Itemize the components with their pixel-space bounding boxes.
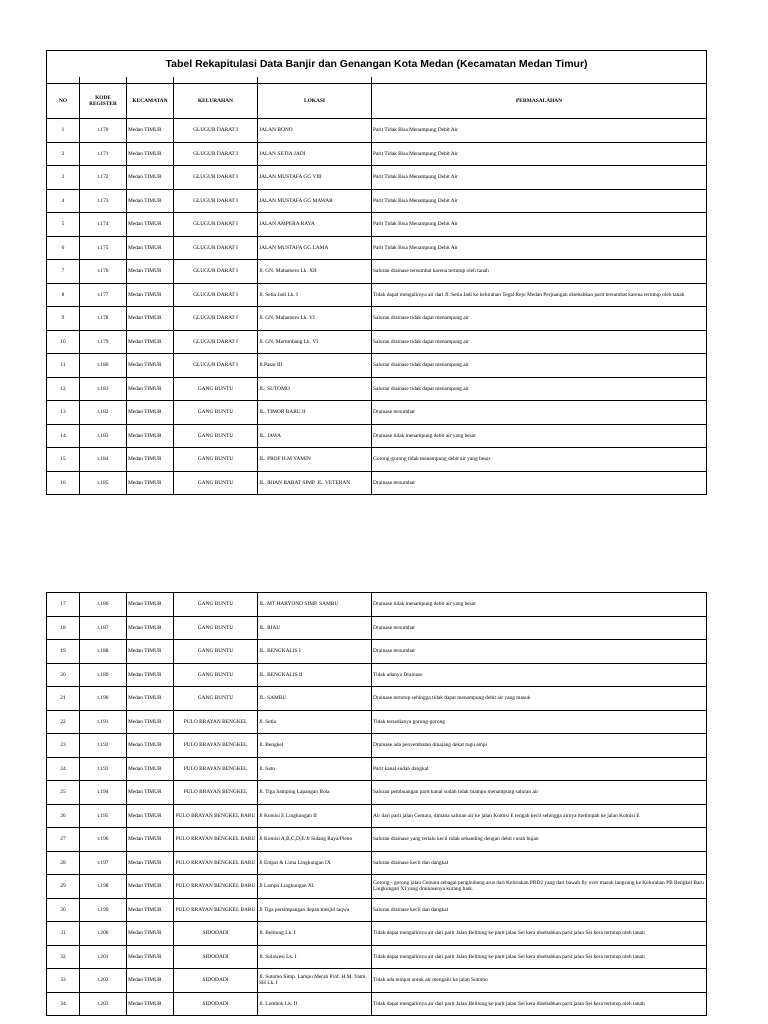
table-row	[47, 640, 707, 664]
cell-no: 31	[47, 922, 80, 946]
cell-no: 8	[47, 283, 80, 307]
cell-kode-register: t.189	[80, 663, 127, 687]
cell-lokasi: Jl Empat & Lima Lingkungan IX	[258, 851, 372, 875]
cell-lokasi: Jl. Tiga Samping Lapangan Bola	[258, 781, 372, 805]
cell-kelurahan: PULO BRAYAN BENGKEL	[174, 757, 258, 781]
cell-kelurahan: GLUGUR DARAT I	[174, 213, 258, 237]
cell-no: 26	[47, 804, 80, 828]
cell-kode-register: t.182	[80, 401, 127, 425]
cell-permasalahan: Parit Tidak Bisa Menampung Debit Air	[372, 142, 707, 166]
cell-kelurahan: PULO BRAYAN BENGKEL BARU	[174, 875, 258, 899]
cell-kode-register: t.198	[80, 875, 127, 899]
cell-kelurahan: GANG BUNTU	[174, 448, 258, 472]
cell-permasalahan: Saluran drainase tidak dapat menampung air	[372, 377, 707, 401]
cell-permasalahan: Tidak dapat mengalirnya air dari parit Jalan Belitung ke parit jalan Sei kera disebabkan parit jalan Sei kera tertutup oleh tanah	[372, 992, 707, 1016]
cell-permasalahan: Drainase tertutup sehingga tidak dapat menampung debit air yang masuk	[372, 687, 707, 711]
cell-lokasi: JL. PROF H.M YAMIN	[258, 448, 372, 472]
cell-lokasi: JALAN SETIA JADI	[258, 142, 372, 166]
cell-kelurahan: GLUGUR DARAT I	[174, 260, 258, 284]
cell-kecamatan: Medan TIMUR	[127, 330, 174, 354]
cell-kelurahan: GLUGUR DARAT I	[174, 142, 258, 166]
cell-lokasi: Jl. Setia Jadi Lk. I	[258, 283, 372, 307]
table-row	[47, 687, 707, 711]
cell-kecamatan: Medan TIMUR	[127, 307, 174, 331]
cell-lokasi: Jl. Belitung Lk. I	[258, 922, 372, 946]
table-row	[47, 401, 707, 425]
table-row	[47, 330, 707, 354]
cell-kecamatan: Medan TIMUR	[127, 922, 174, 946]
cell-kode-register: t.184	[80, 448, 127, 472]
cell-kecamatan: Medan TIMUR	[127, 260, 174, 284]
cell-permasalahan: Saluran drainase yang terlalu kecil tidak sebanding dengan debit curah hujan	[372, 828, 707, 852]
cell-kecamatan: Medan TIMUR	[127, 898, 174, 922]
cell-lokasi: Jl. Sutomo Simp. Lampu Merah Prof. H.M. Yami, SH Lk. I	[258, 969, 372, 993]
cell-kelurahan: GANG BUNTU	[174, 616, 258, 640]
cell-kecamatan: Medan TIMUR	[127, 616, 174, 640]
cell-no: 7	[47, 260, 80, 284]
cell-kode-register: t.175	[80, 236, 127, 260]
cell-no: 24	[47, 757, 80, 781]
cell-kode-register: t.191	[80, 710, 127, 734]
cell-lokasi: JL. RIAU	[258, 616, 372, 640]
cell-kecamatan: Medan TIMUR	[127, 687, 174, 711]
cell-lokasi: JL. SUTOMO	[258, 377, 372, 401]
cell-lokasi: Jl. GN. Mahameru Lk. XII	[258, 260, 372, 284]
table-page-1	[46, 50, 706, 495]
cell-kelurahan: GLUGUR DARAT I	[174, 236, 258, 260]
cell-permasalahan: Drainase tersumbat	[372, 401, 707, 425]
cell-permasalahan: Tidak tersedianya gorong-gorong	[372, 710, 707, 734]
cell-kode-register: t.186	[80, 593, 127, 617]
cell-no: 29	[47, 875, 80, 899]
cell-permasalahan: Saluran drainase tidak dapat menampung air	[372, 354, 707, 378]
cell-kode-register: t.197	[80, 851, 127, 875]
cell-lokasi: JL. TIMOR BARU II	[258, 401, 372, 425]
cell-lokasi: Jl Tiga persimpangan depan mesjid taqwa	[258, 898, 372, 922]
cell-kode-register: t.194	[80, 781, 127, 805]
table-row	[47, 283, 707, 307]
cell-permasalahan: Saluran drainase tidak dapat menampung air	[372, 330, 707, 354]
table-body-2	[47, 593, 707, 1016]
cell-no: 14	[47, 424, 80, 448]
cell-permasalahan: Saluran drainase tersumbat karena tertutup oleh tanah	[372, 260, 707, 284]
cell-permasalahan: Parit Tidak Bisa Menampung Debit Air	[372, 213, 707, 237]
cell-kode-register: t.192	[80, 734, 127, 758]
cell-no: 13	[47, 401, 80, 425]
cell-kode-register: t.199	[80, 898, 127, 922]
table-row	[47, 448, 707, 472]
cell-lokasi: Jl Komisi E Lingkungan II	[258, 804, 372, 828]
table-row	[47, 969, 707, 993]
cell-kode-register: t.200	[80, 922, 127, 946]
table-row	[47, 189, 707, 213]
cell-kelurahan: PULO BRAYAN BENGKEL BARU	[174, 898, 258, 922]
cell-no: 32	[47, 945, 80, 969]
cell-kode-register: t.201	[80, 945, 127, 969]
cell-lokasi: JALAN MUSTAFA GG MAWAR	[258, 189, 372, 213]
cell-no: 20	[47, 663, 80, 687]
cell-kecamatan: Medan TIMUR	[127, 992, 174, 1016]
table-row	[47, 757, 707, 781]
cell-kode-register: t.203	[80, 992, 127, 1016]
cell-lokasi: JL. BENGKALIS I	[258, 640, 372, 664]
cell-kode-register: t.202	[80, 969, 127, 993]
cell-kecamatan: Medan TIMUR	[127, 640, 174, 664]
cell-permasalahan: Tidak dapat mengalirnya air dari parit Jalan Belitung ke parit jalan Sei kera disebabkan parit jalan Sei kera tertutup oleh tanah	[372, 922, 707, 946]
cell-kelurahan: GLUGUR DARAT I	[174, 354, 258, 378]
table-row	[47, 142, 707, 166]
cell-no: 1	[47, 119, 80, 143]
cell-kelurahan: GLUGUR DARAT I	[174, 166, 258, 190]
cell-kode-register: t.181	[80, 377, 127, 401]
cell-lokasi: JALAN BONO	[258, 119, 372, 143]
cell-kecamatan: Medan TIMUR	[127, 142, 174, 166]
table-row	[47, 354, 707, 378]
table-row	[47, 734, 707, 758]
cell-no: 30	[47, 898, 80, 922]
header-kecamatan: KECAMATAN	[127, 84, 174, 119]
cell-kelurahan: GANG BUNTU	[174, 640, 258, 664]
cell-permasalahan: Drainase tersumbat	[372, 471, 707, 495]
table-row	[47, 898, 707, 922]
cell-kode-register: t.174	[80, 213, 127, 237]
cell-permasalahan: Saluran drainase kecil dan dangkal	[372, 851, 707, 875]
header-kode-register: KODE REGISTER	[80, 84, 127, 119]
cell-kode-register: t.170	[80, 119, 127, 143]
table-row	[47, 236, 707, 260]
cell-kecamatan: Medan TIMUR	[127, 189, 174, 213]
cell-lokasi: Jl. Satu	[258, 757, 372, 781]
cell-kecamatan: Medan TIMUR	[127, 828, 174, 852]
cell-permasalahan: Gorong-gorong tidak menampung debit air yang besar	[372, 448, 707, 472]
cell-kode-register: t.185	[80, 471, 127, 495]
table-row	[47, 307, 707, 331]
cell-no: 19	[47, 640, 80, 664]
cell-no: 4	[47, 189, 80, 213]
cell-no: 27	[47, 828, 80, 852]
cell-permasalahan: Saluran drainase kecil dan dangkal	[372, 898, 707, 922]
table-page-2	[46, 592, 706, 1016]
cell-kelurahan: PULO BRAYAN BENGKEL BARU	[174, 804, 258, 828]
header-no: NO	[47, 84, 80, 119]
cell-lokasi: JL. MT HARYONO SIMP. SAMBU	[258, 593, 372, 617]
cell-permasalahan: Saluran drainase tidak dapat menampung air	[372, 307, 707, 331]
cell-no: 10	[47, 330, 80, 354]
cell-permasalahan: Drainase tidak menampung debit air yang besar	[372, 593, 707, 617]
table-row	[47, 992, 707, 1016]
cell-permasalahan: Tidak dapat mengalirnya air dari Jl. Setia Jadi ke kelurahan Tegal Rejo Medan Perjuangan disebabkan parit tersumbat karena tertutup oleh tanah	[372, 283, 707, 307]
cell-kode-register: t.193	[80, 757, 127, 781]
table-row	[47, 945, 707, 969]
cell-kelurahan: GANG BUNTU	[174, 424, 258, 448]
cell-permasalahan: Parit Tidak Bisa Menampung Debit Air	[372, 166, 707, 190]
cell-kelurahan: PULO BRAYAN BENGKEL	[174, 710, 258, 734]
cell-kecamatan: Medan TIMUR	[127, 448, 174, 472]
table-row	[47, 663, 707, 687]
cell-kelurahan: PULO BRAYAN BENGKEL BARU	[174, 828, 258, 852]
cell-kecamatan: Medan TIMUR	[127, 401, 174, 425]
cell-no: 22	[47, 710, 80, 734]
cell-kode-register: t.187	[80, 616, 127, 640]
cell-lokasi: Jl. Setia	[258, 710, 372, 734]
cell-kelurahan: PULO BRAYAN BENGKEL BARU	[174, 851, 258, 875]
cell-kecamatan: Medan TIMUR	[127, 734, 174, 758]
cell-kelurahan: SIDODADI	[174, 945, 258, 969]
table-row	[47, 377, 707, 401]
table-row	[47, 851, 707, 875]
cell-kelurahan: GANG BUNTU	[174, 687, 258, 711]
table-row	[47, 710, 707, 734]
cell-kelurahan: GANG BUNTU	[174, 593, 258, 617]
cell-kecamatan: Medan TIMUR	[127, 166, 174, 190]
cell-no: 18	[47, 616, 80, 640]
cell-kecamatan: Medan TIMUR	[127, 354, 174, 378]
cell-permasalahan: Parit Tidak Bisa Menampung Debit Air	[372, 189, 707, 213]
cell-permasalahan: Parit kanal sudah dangkal	[372, 757, 707, 781]
cell-lokasi: Jl. Lombok Lk. II	[258, 992, 372, 1016]
cell-kecamatan: Medan TIMUR	[127, 119, 174, 143]
cell-no: 17	[47, 593, 80, 617]
cell-lokasi: JL. JAWA	[258, 424, 372, 448]
cell-no: 9	[47, 307, 80, 331]
cell-kecamatan: Medan TIMUR	[127, 710, 174, 734]
cell-kecamatan: Medan TIMUR	[127, 781, 174, 805]
table-body-1	[47, 119, 707, 495]
cell-lokasi: Jl. GN. Martimbang Lk. VI	[258, 330, 372, 354]
cell-kelurahan: PULO BRAYAN BENGKEL	[174, 781, 258, 805]
cell-no: 15	[47, 448, 80, 472]
cell-kode-register: t.190	[80, 687, 127, 711]
cell-kelurahan: GLUGUR DARAT I	[174, 330, 258, 354]
cell-no: 34	[47, 992, 80, 1016]
cell-no: 28	[47, 851, 80, 875]
cell-kecamatan: Medan TIMUR	[127, 945, 174, 969]
cell-lokasi: JL. IRIAN BARAT SIMP. JL. VETERAN	[258, 471, 372, 495]
cell-permasalahan: Air dari parit jalan Cemara, dimana saluran air ke jalan Komisi E tengah kecil sehingga airnya melimpah ke jalan Komisi E	[372, 804, 707, 828]
page-title: Tabel Rekapitulasi Data Banjir dan Genangan Kota Medan (Kecamatan Medan Timur)	[47, 51, 707, 78]
cell-kode-register: t.177	[80, 283, 127, 307]
cell-lokasi: Jl. GN. Mahameru Lk. VI	[258, 307, 372, 331]
cell-no: 33	[47, 969, 80, 993]
cell-kecamatan: Medan TIMUR	[127, 757, 174, 781]
cell-kelurahan: GANG BUNTU	[174, 471, 258, 495]
cell-kelurahan: GLUGUR DARAT I	[174, 307, 258, 331]
cell-no: 23	[47, 734, 80, 758]
cell-kode-register: t.180	[80, 354, 127, 378]
cell-kode-register: t.171	[80, 142, 127, 166]
cell-lokasi: JL. BENGKALIS II	[258, 663, 372, 687]
cell-lokasi: JALAN AMPERA RAYA	[258, 213, 372, 237]
cell-lokasi: JALAN MUSTAFA GG LAMA	[258, 236, 372, 260]
cell-lokasi: JL. SAMBU	[258, 687, 372, 711]
header-kelurahan: KELURAHAN	[174, 84, 258, 119]
cell-kode-register: t.179	[80, 330, 127, 354]
table-row	[47, 828, 707, 852]
cell-kode-register: t.176	[80, 260, 127, 284]
cell-kelurahan: SIDODADI	[174, 969, 258, 993]
cell-no: 12	[47, 377, 80, 401]
table-row	[47, 471, 707, 495]
cell-lokasi: Jl Lampu Lingkungan XI	[258, 875, 372, 899]
cell-lokasi: Jl. Sulawesi Lk. I	[258, 945, 372, 969]
header-lokasi: LOKASI	[258, 84, 372, 119]
cell-kelurahan: GANG BUNTU	[174, 377, 258, 401]
cell-kecamatan: Medan TIMUR	[127, 377, 174, 401]
cell-kecamatan: Medan TIMUR	[127, 593, 174, 617]
cell-lokasi: Jl. Bengkel	[258, 734, 372, 758]
table-row	[47, 616, 707, 640]
cell-kode-register: t.195	[80, 804, 127, 828]
cell-kode-register: t.173	[80, 189, 127, 213]
cell-kecamatan: Medan TIMUR	[127, 283, 174, 307]
cell-permasalahan: Drainase tersumbat	[372, 616, 707, 640]
cell-kecamatan: Medan TIMUR	[127, 424, 174, 448]
cell-no: 5	[47, 213, 80, 237]
cell-no: 2	[47, 142, 80, 166]
cell-kelurahan: PULO BRAYAN BENGKEL	[174, 734, 258, 758]
cell-kelurahan: SIDODADI	[174, 992, 258, 1016]
cell-kecamatan: Medan TIMUR	[127, 851, 174, 875]
cell-kecamatan: Medan TIMUR	[127, 471, 174, 495]
cell-permasalahan: Drainase tersumbat	[372, 640, 707, 664]
table-row	[47, 593, 707, 617]
cell-kecamatan: Medan TIMUR	[127, 804, 174, 828]
cell-kecamatan: Medan TIMUR	[127, 875, 174, 899]
cell-kelurahan: GLUGUR DARAT I	[174, 189, 258, 213]
cell-kode-register: t.178	[80, 307, 127, 331]
cell-permasalahan: Drainase tidak menampung debit air yang besar	[372, 424, 707, 448]
cell-no: 3	[47, 166, 80, 190]
cell-permasalahan: Parit Tidak Bisa Menampung Debit Air	[372, 119, 707, 143]
cell-permasalahan: Saluran pembuangan parit kanal sudah tidak mampu menampung saluran air	[372, 781, 707, 805]
table-row	[47, 260, 707, 284]
table-row	[47, 804, 707, 828]
cell-no: 6	[47, 236, 80, 260]
cell-kecamatan: Medan TIMUR	[127, 663, 174, 687]
cell-kode-register: t.172	[80, 166, 127, 190]
table-row	[47, 424, 707, 448]
cell-kelurahan: GANG BUNTU	[174, 663, 258, 687]
cell-permasalahan: Gorong - gorong jalan Cemara sebagai penghubung arus dari Kelurahan PBD2 yang dari bawah fly over masuk langsung ke Kelurahan PB Bengkel Baru Lingkungan XI yang drainasenya kurang baik.	[372, 875, 707, 899]
cell-kode-register: t.196	[80, 828, 127, 852]
table-row	[47, 213, 707, 237]
cell-no: 25	[47, 781, 80, 805]
cell-kode-register: t.183	[80, 424, 127, 448]
cell-kelurahan: GLUGUR DARAT I	[174, 283, 258, 307]
table-row	[47, 781, 707, 805]
cell-permasalahan: Tidak ada tempat untuk air mengalir ke jalan Sutomo	[372, 969, 707, 993]
cell-kecamatan: Medan TIMUR	[127, 969, 174, 993]
table-row	[47, 922, 707, 946]
table-row	[47, 875, 707, 899]
flood-data-table	[46, 50, 707, 495]
cell-kecamatan: Medan TIMUR	[127, 236, 174, 260]
cell-kode-register: t.188	[80, 640, 127, 664]
cell-lokasi: JALAN MUSTAFA GG VIII	[258, 166, 372, 190]
flood-data-table-continued	[46, 592, 707, 1016]
table-row	[47, 119, 707, 143]
cell-no: 16	[47, 471, 80, 495]
cell-no: 21	[47, 687, 80, 711]
table-row	[47, 166, 707, 190]
cell-no: 11	[47, 354, 80, 378]
cell-kecamatan: Medan TIMUR	[127, 213, 174, 237]
cell-permasalahan: Tidak adanya Drainase	[372, 663, 707, 687]
cell-lokasi: Jl Komisi A,B,C,D,E/Jl Sidang Raya/Pleno	[258, 828, 372, 852]
cell-kelurahan: GLUGUR DARAT I	[174, 119, 258, 143]
cell-lokasi: Jl.Pasar III	[258, 354, 372, 378]
cell-kelurahan: SIDODADI	[174, 922, 258, 946]
cell-permasalahan: Parit Tidak Bisa Menampung Debit Air	[372, 236, 707, 260]
cell-permasalahan: Tidak dapat mengalirnya air dari parit Jalan Belitung ke parit jalan Sei kera disebabkan parit jalan Sei kera tertutup oleh tanah	[372, 945, 707, 969]
cell-permasalahan: Drainase ada penyembatan dinajang dekat tugu ampi	[372, 734, 707, 758]
cell-kelurahan: GANG BUNTU	[174, 401, 258, 425]
header-permasalahan: PERMASALAHAN	[372, 84, 707, 119]
